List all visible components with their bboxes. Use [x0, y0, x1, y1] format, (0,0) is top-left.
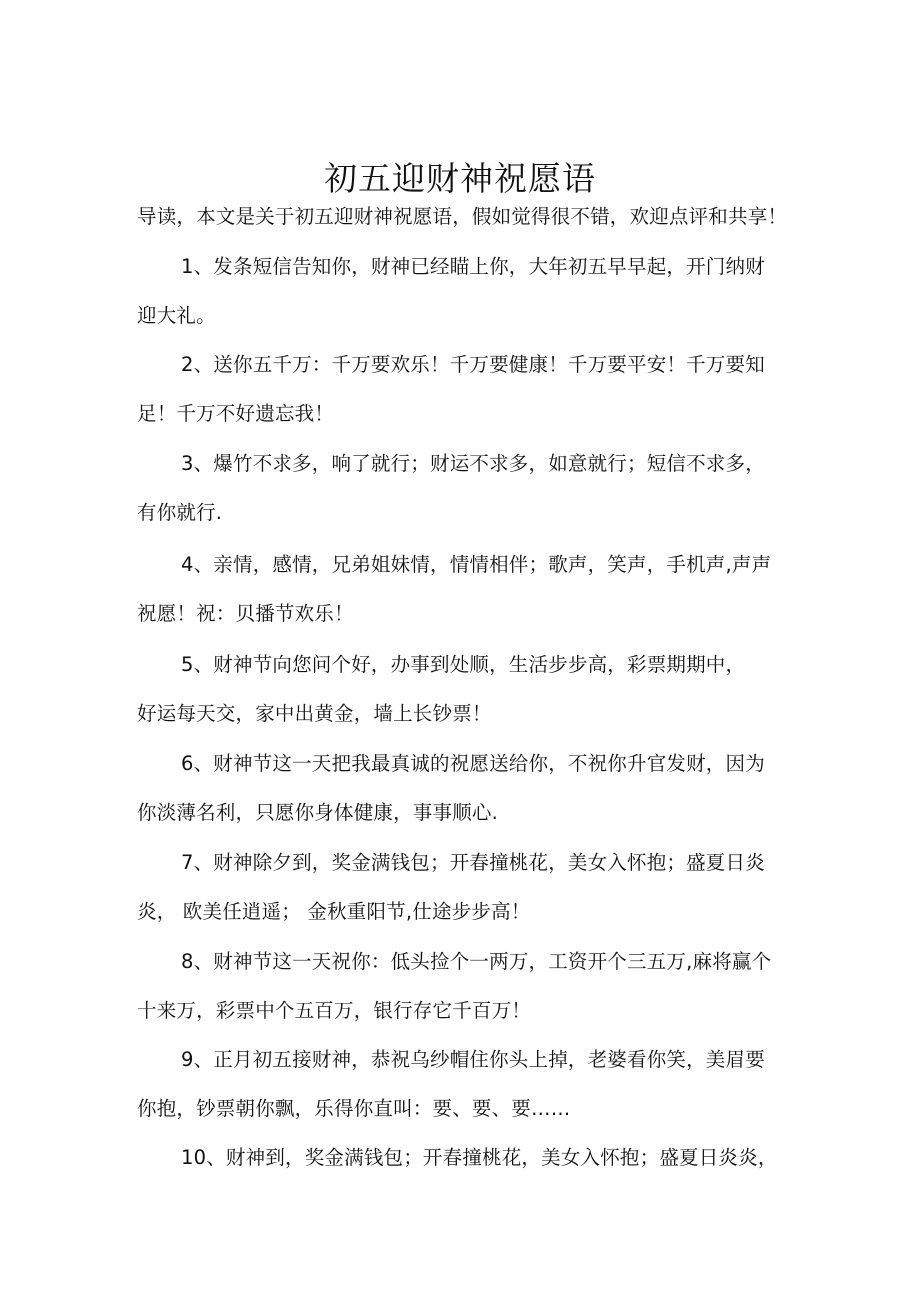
item-9-line-2: 你抱，钞票朝你飘，乐得你直叫：要、要、要……	[137, 1097, 571, 1120]
item-1-line-2: 迎大礼。	[137, 304, 216, 327]
item-3-line-1: 3、爆竹不求多，响了就行；财运不求多，如意就行；短信不求多，	[181, 452, 765, 475]
item-2-line-2: 足！千万不好遗忘我！	[137, 402, 335, 425]
item-4-line-1: 4、亲情，感情，兄弟姐妹情，情情相伴；歌声，笑声，手机声,声声	[181, 553, 772, 576]
item-7-line-2: 炎， 欧美任逍遥； 金秋重阳节,仕途步步高！	[137, 900, 531, 923]
intro-paragraph: 导读，本文是关于初五迎财神祝愿语，假如觉得很不错，欢迎点评和共享！	[137, 205, 788, 228]
item-9-line-1: 9、正月初五接财神，恭祝乌纱帽住你头上掉，老婆看你笑，美眉要	[181, 1048, 765, 1071]
item-1-line-1: 1、发条短信告知你，财神已经瞄上你，大年初五早早起，开门纳财	[181, 255, 765, 278]
item-3-line-2: 有你就行.	[137, 501, 223, 524]
item-4-line-2: 祝愿！祝：贝播节欢乐！	[137, 602, 354, 625]
document-title: 初五迎财神祝愿语	[324, 159, 596, 199]
item-8-line-2: 十来万，彩票中个五百万，银行存它千百万！	[137, 999, 532, 1022]
item-10-line-1: 10、财神到，奖金满钱包；开春撞桃花，美女入怀抱；盛夏日炎炎，	[181, 1146, 778, 1169]
item-6-line-1: 6、财神节这一天把我最真诚的祝愿送给你，不祝你升官发财，因为	[181, 752, 765, 775]
item-2-line-1: 2、送你五千万：千万要欢乐！千万要健康！千万要平安！千万要知	[181, 353, 765, 376]
item-6-line-2: 你淡薄名利，只愿你身体健康，事事顺心.	[137, 801, 498, 824]
item-5-line-1: 5、财神节向您问个好，办事到处顺，生活步步高，彩票期期中，	[181, 653, 746, 676]
item-8-line-1: 8、财神节这一天祝你：低头捡个一两万，工资开个三五万,麻将赢个	[181, 950, 772, 973]
item-7-line-1: 7、财神除夕到，奖金满钱包；开春撞桃花，美女入怀抱；盛夏日炎	[181, 851, 765, 874]
item-5-line-2: 好运每天交，家中出黄金，墙上长钞票！	[137, 702, 492, 725]
